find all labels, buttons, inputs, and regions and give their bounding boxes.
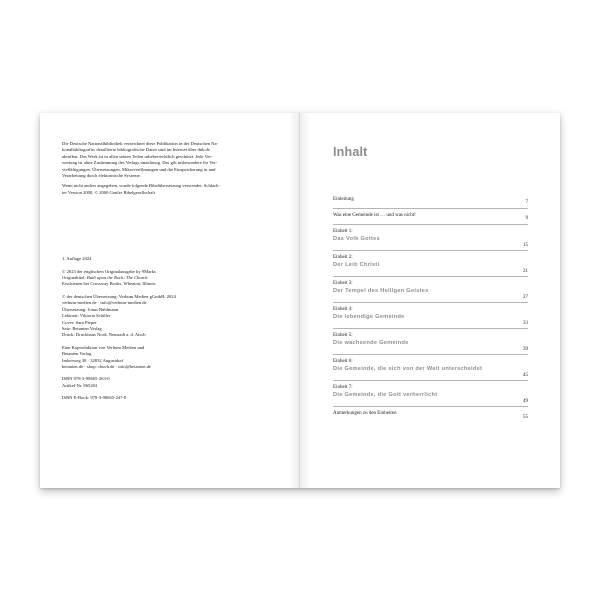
- isbn-print: ISBN 978-3-98665-263-0: [62, 376, 110, 382]
- toc-subtitle: Der Leib Christi: [333, 262, 380, 268]
- toc-page-number: 39: [523, 347, 528, 352]
- contents-page: [300, 113, 560, 488]
- coproduction-line: betanien.de · shop: cbuch.de · info@betanien.de: [62, 363, 151, 369]
- toc-label: Einleitung: [333, 197, 354, 202]
- toc-entry[interactable]: [333, 193, 528, 209]
- dnb-line: wertung ist ohne Zustimmung des Verlags unzulässig. Das gilt insbesondere für Ver-: [62, 160, 218, 166]
- contents-title: Inhalt: [333, 145, 368, 159]
- toc-entry[interactable]: [333, 381, 528, 407]
- toc-label: Einheit 5:: [333, 333, 353, 338]
- coproduction-line: Imkerweg 38 · 32832 Augustdorf: [62, 357, 124, 363]
- german-copyright: © der deutschen Übersetzung: Verbum Medien gGmbH, 2024: [62, 293, 176, 299]
- toc-page-number: 49: [523, 399, 528, 404]
- toc-entry[interactable]: [333, 355, 528, 381]
- toc-page-number: 33: [523, 321, 528, 326]
- toc-subtitle: Die lebendige Gemeinde: [333, 314, 405, 320]
- toc-subtitle: Die Gemeinde, die sich von der Welt unterscheidet: [333, 366, 483, 372]
- original-title-label: Originaltitel:: [62, 275, 87, 281]
- toc-entry[interactable]: [333, 209, 528, 225]
- toc-label: Einheit 4:: [333, 307, 353, 312]
- toc-subtitle: Die wachsende Gemeinde: [333, 340, 409, 346]
- translation-credit: Übersetzung: Jonas Bühlmann: [62, 306, 119, 312]
- article-number: Artikel-Nr. 865263: [62, 382, 98, 388]
- coproduction-line: Betanien Verlag: [62, 351, 92, 357]
- bible-line: ter Version 2000, © 2000 Genfer Bibelgesellschaft: [62, 189, 156, 195]
- toc-entry[interactable]: [333, 303, 528, 329]
- toc-subtitle: Das Volk Gottes: [333, 236, 380, 242]
- toc-page-number: 45: [523, 373, 528, 378]
- dnb-line: Verarbeitung durch elektronische Systeme.: [62, 173, 141, 179]
- toc-label: Einheit 2:: [333, 255, 353, 260]
- editing-credit: Lektorat: Viktoria Schiller: [62, 313, 111, 319]
- printing-credit: Druck: Druckhaus Nord, Neustadt a. d. Aisch: [62, 332, 146, 338]
- edition-line: 1. Auflage 2024: [62, 256, 92, 262]
- toc-page-number: 7: [525, 200, 528, 205]
- table-of-contents: [333, 193, 528, 423]
- toc-entry[interactable]: [333, 251, 528, 277]
- book-spread: [40, 113, 560, 488]
- toc-label: Einheit 3:: [333, 281, 353, 286]
- coproduction-line: Eine Koproduktion von Verbum Medien und: [62, 344, 145, 350]
- toc-label: Einheit 7:: [333, 385, 353, 390]
- bible-line: Wenn nicht anders angegeben, wurde folgende Bibelübersetzung verwendet: Schlach-: [62, 183, 220, 189]
- original-copyright: © 2023 der englischen Originalausgabe by 9Marks: [62, 268, 156, 274]
- cover-credit: Cover: Sara Pieper: [62, 319, 97, 325]
- toc-entry[interactable]: [333, 225, 528, 251]
- toc-subtitle: Die Gemeinde, die Gott verherrlicht: [333, 392, 438, 398]
- toc-label: Anmerkungen zu den Einheiten: [333, 411, 397, 416]
- typesetting-credit: Satz: Betanien Verlag: [62, 325, 102, 331]
- isbn-ebook: ISBN E-Book: 978-3-98665-247-0: [62, 395, 127, 401]
- imprint-block: [62, 141, 284, 402]
- toc-entry[interactable]: [333, 277, 528, 303]
- toc-page-number: 55: [523, 415, 528, 420]
- toc-label: Einheit 1:: [333, 229, 353, 234]
- toc-entry[interactable]: [333, 329, 528, 355]
- contact-line: verbum-medien.de · info@verbum-medien.de: [62, 300, 147, 306]
- toc-page-number: 21: [523, 269, 528, 274]
- toc-subtitle: Der Tempel des Heiligen Geistes: [333, 288, 429, 294]
- dnb-line: vielfältigungen, Übersetzungen, Mikroverfilmungen und die Einspeicherung in und: [62, 166, 216, 172]
- toc-page-number: 9: [525, 216, 528, 221]
- original-title: Built upon the Rock: The Church: [86, 275, 148, 281]
- dnb-line: tionalbibliografie; detaillierte bibliografische Daten sind im Internet über dnb.de: [62, 147, 210, 153]
- toc-page-number: 15: [523, 243, 528, 248]
- toc-entry[interactable]: [333, 407, 528, 423]
- toc-label: Einheit 6:: [333, 359, 353, 364]
- toc-label: Was eine Gemeinde ist … und was nicht!: [333, 213, 416, 218]
- imprint-page: [40, 113, 300, 488]
- dnb-line: abrufbar. Das Werk ist in allen seinen Teilen urheberrechtlich geschützt. Jede Ver-: [62, 153, 213, 159]
- dnb-line: Die Deutsche Nationalbibliothek verzeichnet diese Publikation in der Deutschen Na-: [62, 141, 219, 146]
- toc-page-number: 27: [523, 295, 528, 300]
- publisher-line: Erschienen bei Crossway Books, Wheaton, Illinois: [62, 281, 156, 287]
